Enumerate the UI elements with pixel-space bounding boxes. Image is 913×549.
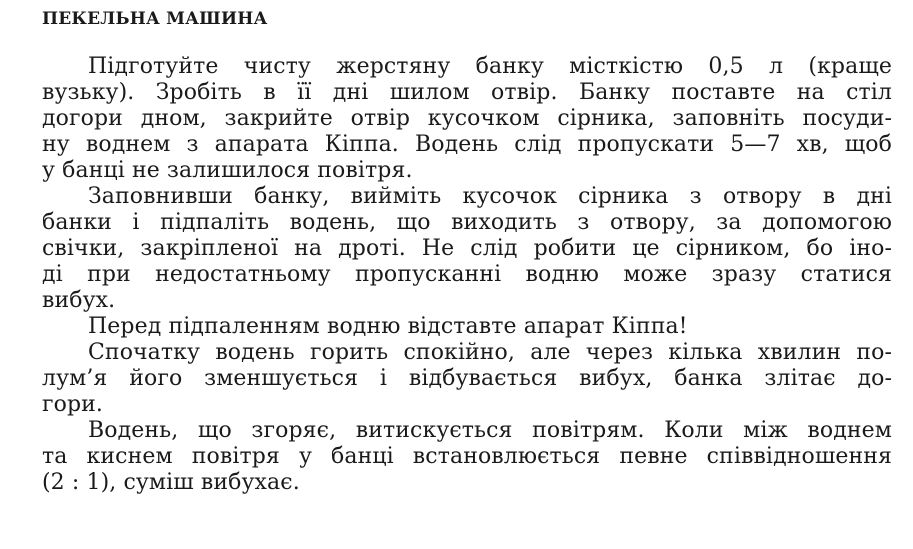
paragraph-1 <box>42 54 892 184</box>
text-line: вузьку). Зробіть в її дні шилом отвір. Банку поставте на стіл <box>42 80 892 105</box>
text-line: Перед підпаленням водню відставте апарат Кіппа! <box>88 314 688 339</box>
text-line: ді при недостатньому пропусканні водню може зразу статися <box>42 262 892 287</box>
text-line: гори. <box>42 392 104 417</box>
text-line: ну воднем з апарата Кіппа. Водень слід пропускати 5—7 хв, щоб <box>42 132 892 157</box>
text-line: вибух. <box>42 288 116 313</box>
text-line: та киснем повітря у банці встановлюється певне співвідношення <box>42 444 892 469</box>
text-line: (2 : 1), суміш вибухає. <box>42 470 300 495</box>
paragraph-3 <box>42 314 892 340</box>
section-title: ПЕКЕЛЬНА МАШИНА <box>42 9 268 29</box>
paragraph-4 <box>42 340 892 418</box>
paragraph-5 <box>42 418 892 496</box>
text-line: Спочатку водень горить спокійно, але через кілька хвилин по- <box>88 340 892 365</box>
text-line: свічки, закріпленої на дроті. Не слід робити це сірником, бо іно- <box>42 236 892 261</box>
text-line: Заповнивши банку, вийміть кусочок сірника з отвору в дні <box>88 184 892 209</box>
text-line: Підготуйте чисту жерстяну банку місткістю 0,5 л (краще <box>88 54 892 79</box>
document-page <box>42 6 892 496</box>
text-line: лум’я його зменшується і відбувається вибух, банка злітає до- <box>42 366 892 391</box>
text-line: догори дном, закрийте отвір кусочком сірника, заповніть посуди- <box>42 106 892 131</box>
text-line: Водень, що згоряє, витискується повітрям. Коли між воднем <box>88 418 892 443</box>
text-line: у банці не залишилося повітря. <box>42 158 413 183</box>
text-line: банки і підпаліть водень, що виходить з отвору, за допомогою <box>42 210 892 235</box>
paragraph-2 <box>42 184 892 314</box>
